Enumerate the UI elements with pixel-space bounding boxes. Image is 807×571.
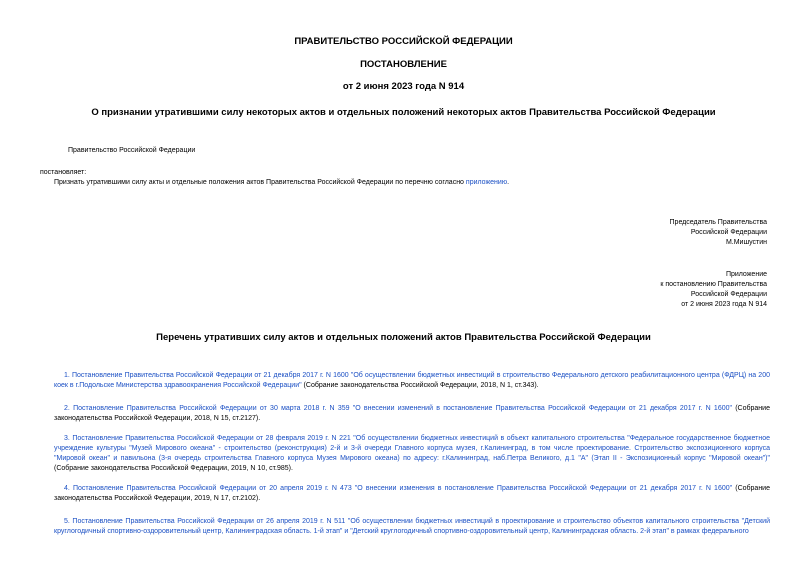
list-item-rest: (Собрание законодательства Российской Федерации, 2018, N 1, ст.343). (301, 382, 539, 389)
signature-line-1: Председатель Правительства (669, 219, 767, 226)
decision-end: . (507, 179, 510, 186)
appendix-ref-line-3: Российской Федерации (690, 291, 767, 298)
appendix-link[interactable]: приложению (465, 179, 508, 186)
list-item-link[interactable]: Постановление Правительства Российской Федерации от 21 декабря 2017 г. N 1600 "Об осуществлении бюджетных инвестиций в строительство Федерального детского реабилитационного центра (ФДРЦ) на 200 коек в г.Подольске Министерства здравоохранения Российской Федерации" (54, 372, 770, 389)
list-item (54, 434, 770, 474)
decision-paragraph (54, 178, 509, 188)
doc-type-heading: ПОСТАНОВЛЕНИЕ (360, 59, 447, 70)
doc-title: О признании утратившими силу некоторых актов и отдельных положений некоторых актов Правительства Российской Федерации (91, 107, 716, 118)
list-item (54, 517, 770, 537)
government-heading: ПРАВИТЕЛЬСТВО РОССИЙСКОЙ ФЕДЕРАЦИИ (294, 36, 513, 47)
list-item-number[interactable]: 1. (64, 372, 72, 379)
appendix-ref-block (507, 270, 767, 310)
appendix-ref-line-4: от 2 июня 2023 года N 914 (681, 301, 767, 308)
appendix-ref-line-1: Приложение (725, 271, 767, 278)
signature-block (507, 218, 767, 248)
list-item-rest: (Собрание законодательства Российской Федерации, 2019, N 17, ст.2102). (54, 485, 770, 502)
list-item-link[interactable]: Постановление Правительства Российской Федерации от 28 февраля 2019 г. N 221 "Об осуществлении бюджетных инвестиций в объект капитального строительства "Федеральное государственное бюджетное учреждение культуры "Музей Мирового океана" - строительство (реконструкция) 2-й и 3-й очереди Главного корпуса музея, г.Калининград, в том числе проектирование. Строительство экспозиционного корпуса "Мировой океан" и павильона (3-я очередь строительства Главного корпуса Музея Мирового океана) по адресу: г.Калининград, наб.Петра Великого, д.1 "А" (Этап II - Экспозиционный корпус "Мировой океан")" (54, 435, 770, 462)
list-item-rest: (Собрание законодательства Российской Федерации, 2018, N 15, ст.2127). (54, 405, 770, 422)
doc-date-heading: от 2 июня 2023 года N 914 (342, 81, 465, 92)
list-item-link[interactable]: Постановление Правительства Российской Федерации от 20 апреля 2019 г. N 473 "О внесении изменения в постановление Правительства Российской Федерации от 21 декабря 2017 г. N 1600" (72, 485, 733, 492)
issuer-text: Правительство Российской Федерации (68, 147, 196, 154)
list-item (54, 484, 770, 504)
list-item (54, 371, 770, 391)
decision-text: Признать утратившими силу акты и отдельные положения актов Правительства Российской Федерации по перечню согласно (54, 179, 466, 186)
list-item-number[interactable]: 2. (64, 405, 74, 412)
signature-line-2: Российской Федерации (690, 229, 767, 236)
appendix-ref-line-2: к постановлению Правительства (660, 281, 767, 288)
list-item-rest: (Собрание законодательства Российской Федерации, 2019, N 10, ст.985). (54, 465, 293, 472)
list-item-number[interactable]: 3. (64, 435, 73, 442)
list-item-link[interactable]: Постановление Правительства Российской Федерации от 30 марта 2018 г. N 359 "О внесении изменений в постановление Правительства Российской Федерации от 21 декабря 2017 г. N 1600" (73, 405, 732, 412)
decides-text: постановляет: (40, 169, 87, 176)
list-title: Перечень утративших силу актов и отдельных положений актов Правительства Российской Федерации (156, 332, 651, 343)
list-item-number[interactable]: 5. (64, 518, 73, 525)
list-item (54, 404, 770, 424)
list-item-number[interactable]: 4. (64, 485, 73, 492)
list-item-link[interactable]: Постановление Правительства Российской Федерации от 26 апреля 2019 г. N 511 "Об осуществлении бюджетных инвестиций в проектирование и строительство объектов капитального строительства "Детский круглогодичный спортивно-оздоровительный центр, Калининградская область. 1-й этап" и "Детский круглогодичный спортивно-оздоровительный центр, Калининградская область. 2-й этап" в рамках федерального (54, 518, 770, 535)
signature-line-3: М.Мишустин (725, 239, 767, 246)
